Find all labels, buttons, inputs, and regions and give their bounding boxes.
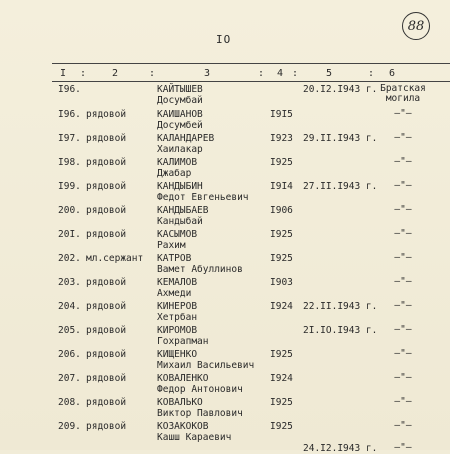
row-number: 207. — [58, 373, 81, 384]
row-birth-year: I924 — [270, 373, 293, 384]
row-burial: –"– — [394, 276, 412, 287]
row-number: 204. — [58, 301, 81, 312]
row-name: КАЙТЫШЕВ Досумбай — [157, 84, 203, 106]
row-burial: –"– — [394, 180, 412, 191]
row-death-date: 27.II.I943 г. — [303, 181, 378, 192]
row-death-date: 24.I2.I943 г. — [303, 443, 378, 454]
row-burial: –"– — [394, 420, 412, 431]
row-burial: –"– — [394, 252, 412, 263]
row-birth-year: I9I5 — [270, 109, 293, 120]
row-number: 202. — [58, 253, 81, 264]
column-headers: I : 2 : 3 : 4 : 5 : 6 — [60, 68, 396, 79]
row-number: 205. — [58, 325, 81, 336]
row-number: 209. — [58, 421, 81, 432]
column-header-6: 6 — [389, 68, 396, 79]
page-number: IO — [216, 33, 232, 46]
row-burial: –"– — [394, 228, 412, 239]
row-burial: –"– — [394, 204, 412, 215]
row-rank: рядовой — [86, 133, 127, 144]
row-birth-year: I925 — [270, 253, 293, 264]
column-header-5: 5 — [326, 68, 333, 79]
archive-page-stamp: 88 — [402, 12, 430, 40]
row-number: I96. — [58, 109, 81, 120]
row-birth-year: I925 — [270, 157, 293, 168]
row-burial: –"– — [394, 108, 412, 119]
row-number: I97. — [58, 133, 81, 144]
row-name: КАСЫМОВ Рахим — [157, 229, 198, 251]
row-birth-year: I906 — [270, 205, 293, 216]
row-name: КИЩЕНКО Михаил Васильевич — [157, 349, 255, 371]
row-burial: –"– — [394, 300, 412, 311]
row-name: КОВАЛЬКО Виктор Павлович — [157, 397, 243, 419]
row-rank: рядовой — [86, 349, 127, 360]
header-top-rule — [52, 63, 450, 64]
row-birth-year: I925 — [270, 421, 293, 432]
column-header-3: 3 — [204, 68, 211, 79]
row-burial: –"– — [394, 442, 412, 453]
row-rank: рядовой — [86, 373, 127, 384]
row-rank: мл.сержант — [86, 253, 144, 264]
row-rank: рядовой — [86, 277, 127, 288]
row-name: КОВАЛЕНКО Федор Антонович — [157, 373, 243, 395]
row-name: КИНЕРОВ Хетрбан — [157, 301, 198, 323]
row-birth-year: I924 — [270, 301, 293, 312]
row-name: КАНДЫБИН Федот Евгеньевич — [157, 181, 249, 203]
column-header-1: I — [60, 68, 67, 79]
row-rank: рядовой — [86, 229, 127, 240]
row-rank: рядовой — [86, 109, 127, 120]
row-name: КОЗАКОКОВ Кашш Караевич — [157, 421, 232, 443]
row-birth-year: I925 — [270, 229, 293, 240]
row-burial: Братская могила — [380, 83, 426, 104]
column-header-2: 2 — [112, 68, 119, 79]
row-name: КАНДЫБАЕВ Кандыбай — [157, 205, 209, 227]
row-rank: рядовой — [86, 181, 127, 192]
row-name: КАЛИМОВ Джабар — [157, 157, 198, 179]
row-rank: рядовой — [86, 397, 127, 408]
row-death-date: 29.II.I943 г. — [303, 133, 378, 144]
row-number: I99. — [58, 181, 81, 192]
row-rank: рядовой — [86, 205, 127, 216]
row-birth-year: I903 — [270, 277, 293, 288]
row-burial: –"– — [394, 348, 412, 359]
row-rank: рядовой — [86, 301, 127, 312]
row-death-date: 2I.IO.I943 г. — [303, 325, 378, 336]
row-number: 206. — [58, 349, 81, 360]
row-name: КАИШАНОВ Досумбей — [157, 109, 203, 131]
row-name: КАТРОВ Вамет Абуллинов — [157, 253, 243, 275]
row-number: 203. — [58, 277, 81, 288]
column-header-4: 4 — [277, 68, 284, 79]
row-name: КИРОМОВ Гохрапман — [157, 325, 209, 347]
row-burial: –"– — [394, 156, 412, 167]
row-burial: –"– — [394, 372, 412, 383]
row-burial: –"– — [394, 132, 412, 143]
row-number: 20I. — [58, 229, 81, 240]
row-number: 208. — [58, 397, 81, 408]
row-number: 200. — [58, 205, 81, 216]
row-birth-year: I925 — [270, 349, 293, 360]
row-burial: –"– — [394, 324, 412, 335]
row-birth-year: I925 — [270, 397, 293, 408]
row-birth-year: I923 — [270, 133, 293, 144]
row-name: КАЛАНДАРЕВ Хаилакар — [157, 133, 215, 155]
row-number: I98. — [58, 157, 81, 168]
row-rank: рядовой — [86, 421, 127, 432]
header-bottom-rule — [52, 81, 450, 82]
row-rank: рядовой — [86, 325, 127, 336]
row-death-date: 20.I2.I943 г. — [303, 84, 378, 95]
row-name: КЕМАЛОВ Ахмеди — [157, 277, 198, 299]
row-birth-year: I9I4 — [270, 181, 293, 192]
row-number: I96. — [58, 84, 81, 95]
row-death-date: 22.II.I943 г. — [303, 301, 378, 312]
row-burial: –"– — [394, 396, 412, 407]
row-rank: рядовой — [86, 157, 127, 168]
